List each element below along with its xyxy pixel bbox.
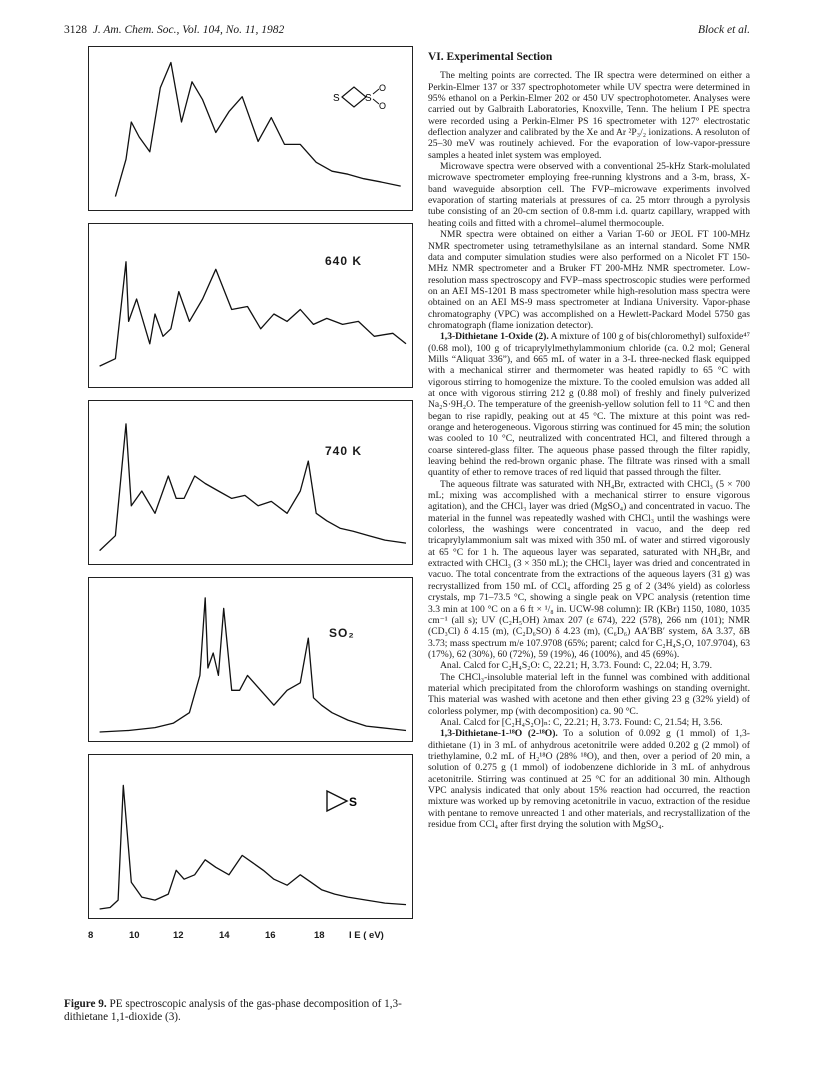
page-number: 3128 [64, 24, 87, 36]
paragraph-text: The CHCl₃-insoluble material left in the funnel was combined with additional material which precipitated from the chloroform washings on standing overnight. This material was washed with acetone and then ether giving 23 g (32% yield) of colorless polymer, mp (with decomposition) ca. 90 °C. [428, 671, 750, 717]
spectrum-panel-740k [88, 400, 413, 565]
dithietane-dioxide-structure [332, 77, 388, 117]
paragraph [428, 331, 750, 478]
paragraph-text: Anal. Calcd for [C₂H₄S₂O]ₙ: C, 22.21; H, 3.73. Found: C, 21.54; H, 3.56. [440, 716, 723, 728]
svg-text:S: S [365, 93, 372, 104]
spectrum-trace [100, 262, 406, 366]
journal-citation: J. Am. Chem. Soc., Vol. 104, No. 11, 1982 [92, 24, 285, 36]
x-tick-16: 16 [265, 930, 276, 941]
section-heading: VI. Experimental Section [428, 51, 553, 63]
spectrum-plot-640k [89, 224, 412, 387]
paragraph-text: Microwave spectra were observed with a conventional 25-kHz Stark-molulated microwave spectrometer employing free-running klystrons and a 3-m, brass, X-band waveguide absorption cell. The FVP–microwave experiments involved evaporation of starting materials at pressures of ca. 25 mtorr through a pyrolysis tube consisting of an 20-cm section of 0.8-mm i.d. quartz capillary, wrapped with heating coils and fitted with a chromel–alumel thermocouple. [428, 161, 750, 229]
paragraph [428, 70, 750, 161]
paragraph [428, 479, 750, 661]
running-head [64, 24, 284, 36]
x-tick-18: 18 [314, 930, 325, 941]
x-axis-ie-ev [64, 930, 420, 944]
spectrum-plot-thiirane [89, 755, 412, 918]
thiirane-structure [323, 787, 367, 815]
figure-9 [64, 42, 420, 942]
caption-label: Figure 9. [64, 998, 107, 1010]
spectrum-trace [100, 598, 406, 732]
paragraph-title: 1,3-Dithietane 1-Oxide (2). [440, 331, 549, 343]
spectrum-panel-640k [88, 223, 413, 388]
paragraph-text: Anal. Calcd for C₂H₄S₂O: C, 22.21; H, 3.73. Found: C, 22.04; H, 3.79. [440, 660, 712, 672]
svg-text:O: O [379, 101, 387, 111]
page-header [64, 24, 750, 40]
svg-text:S: S [333, 93, 340, 104]
paragraph [428, 717, 750, 728]
paragraph-text: To a solution of 0.092 g (1 mmol) of 1,3-dithietane (1) in 3 mL of anhydrous acetonitrile were added 0.202 g (2 mmol) of triethylamine, 0.2 mL of H₂¹⁸O (28% ¹⁸O), and then, over a period of 20 min, a solution of 0.275 g (1 mmol) of iodobenzene dichloride in 3 mL of anhydrous acetonitrile. Stirring was continued at 25 °C for an additional 30 min. Although VPC analysis indicated that only about 15% reaction had occurred, the reaction mixture was worked up by removing acetonitrile in vacuo, extraction of the residue with pentane to remove unreacted 1 and other materials, and recrystallization of the residue from CCl₄ after first drying the solution with MgSO₄. [428, 728, 750, 831]
paragraph-text: The melting points are corrected. The IR spectra were determined on either a Perkin-Elmer 137 or 337 spectrophotometer while UV spectra were determined in 95% ethanol on a Perkin-Elmer 202 or 450 UV spectrophotometer. Analyses were carried out by Galbraith Laboratories, Knoxville, Tenn. The helium I PE spectra were recorded using a Perkin-Elmer PS 16 spectrometer with 127° electrostatic deflection analyzer and calibrated by the Xe and Ar ²P₃/₂ ionizations. A resoluton of 25–30 meV was routinely achieved. For the evaporation of low-vapor-pressure samples a heated inlet system was employed. [428, 70, 750, 161]
x-axis-label: I E ( eV) [349, 930, 384, 941]
paragraph [428, 229, 750, 331]
x-tick-8: 8 [88, 930, 94, 941]
paragraph-text: NMR spectra were obtained on either a Varian T-60 or JEOL FT 100-MHz NMR spectrometer using tetramethylsilane as an internal standard. Some NMR data and computer simulation studies were also performed on a Nicolet FT 150-MHz NMR spectrometer and a Bruker FT 200-MHz NMR spectrometer. Low-resolution mass spectroscopy and FVP–mass spectroscopic studies were performed on an AEI MS-1201 B mass spectrometer while high-resolution mass spectra were obtained on an AEI MS-9 mass spectrometer at Indiana University. Vapor-phase chromatography (VPC) was accomplished on a Hewlett-Packard Model 5750 gas chromatograph (flame ionization detector). [428, 229, 750, 331]
caption-text: PE spectroscopic analysis of the gas-phase decomposition of 1,3-dithietane 1,1-dioxide (3). [64, 998, 402, 1023]
paragraph [428, 672, 750, 717]
panel-label-640k: 640 K [325, 254, 363, 268]
paragraph-title: 1,3-Dithietane-1-¹⁸O (2-¹⁸O). [440, 728, 558, 740]
paragraph-text: The aqueous filtrate was saturated with NH₄Br, extracted with CHCl₃ (5 × 700 mL; mixing was accomplished with a mechanical stirrer to ensure vigorous agitation), and the CHCl₃ layer was dried (MgSO₄) and concentrated in vacuo. The material in the funnel was repeatedly washed with CHCl₃ until the washings were colorless, the washings were concentrated in vacuo, and the deep red tricaprylylammonium salt was mixed with 350 mL of water and stirred vigorously at 65 °C for 1 h. The aqueous layer was separated, saturated with NH₄Br, and extracted with CHCl₃ (3 × 350 mL); the CHCl₃ layer was dried and concentrated in vacuo. The total concentrate from the extractions of the aqueous layers (31 g) was recrystallized from 150 mL of CCl₄ affording 25 g of 2 (34% yield) as colorless crystals, mp 71–73.5 °C, showing a single peak on VPC analysis (retention time 3.3 min at 100 °C on a 6 ft × ¹/₈ in. UCW-98 column): IR (KBr) 1150, 1080, 1035 cm⁻¹ (all s); UV (C₂H₅OH) λmax 207 (ε 674), 222 (578), 266 nm (101); NMR (CD₃Cl) δ 4.15 (m), (C₂D₆SO) δ 4.23 (m), (C₆D₆) AA′BB′ system, δA 3.37, δB 3.73; mass spectrum m/e 107.9708 (65%; parent; calcd for C₂H₄S₂O, 107.9704), 63 (17%), 62 (30%), 60 (72%), 59 (19%), 46 (100%), and 45 (69%). [428, 478, 750, 660]
svg-text:S: S [349, 795, 358, 809]
x-tick-10: 10 [129, 930, 140, 941]
spectrum-panel-thiirane [88, 754, 413, 919]
spectrum-trace [100, 424, 406, 551]
spectrum-plot-reactant [89, 47, 412, 210]
panel-label-so2: SO₂ [329, 626, 355, 640]
paragraph-text: A mixture of 100 g of bis(chloromethyl) sulfoxide⁴⁷ (0.68 mol), 100 g of tricaprylylmethylammonium chloride (ca. 0.2 mol; General Mills “Aliquat 336”), and 665 mL of water in a 3-L three-necked flask equipped with a mechanical stirrer and thermometer was heated rapidly to 65 °C with vigorous stirring to homogenize the mixture. To the cooled emulsion was added all at once with vigorous stirring 212 g (0.88 mol) of freshly and finely pulverized Na₂S·9H₂O. The temperature of the greenish-yellow solution fell to 11 °C and then began to rise rapidly, peaking out at 45 °C. The mixture at this point was red-orange and heterogeneous. Vigorous stirring was continued for 45 min; the solution was cooled to 10 °C, neutralized with concentrated HCl, and filtered through a coarse sintered-glass filter. The aqueous phase passed through the filter rapidly, leaving behind the red-brown organic phase. The filtrate was rinsed with a small quantity of ether to remove traces of red liquid that passed through the filter. [428, 331, 750, 479]
spectrum-plot-so2 [89, 578, 412, 741]
figure-caption [64, 998, 414, 1024]
panel-label-740k: 740 K [325, 444, 363, 458]
spectrum-panel-so2 [88, 577, 413, 742]
paragraph [428, 728, 750, 830]
svg-text:O: O [379, 83, 387, 93]
experimental-section [428, 52, 750, 830]
spectrum-panel-reactant [88, 46, 413, 211]
paragraph [428, 660, 750, 671]
x-tick-12: 12 [173, 930, 184, 941]
paragraph [428, 161, 750, 229]
authors: Block et al. [697, 24, 750, 36]
spectrum-plot-740k [89, 401, 412, 564]
x-tick-14: 14 [219, 930, 230, 941]
